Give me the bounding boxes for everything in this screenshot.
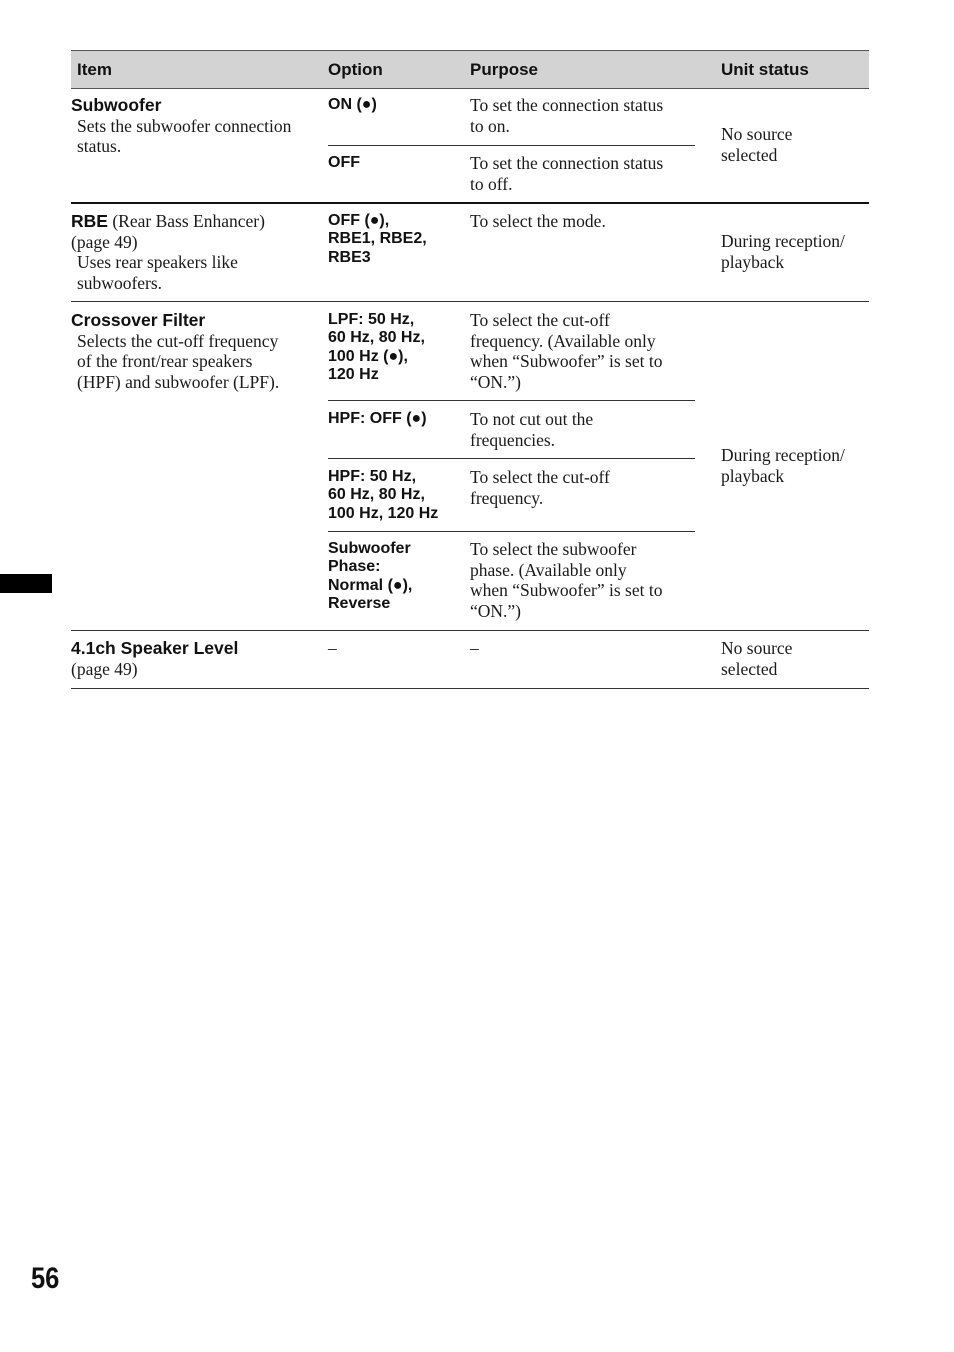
item-title: Subwoofer xyxy=(71,95,162,115)
item-rbe: RBE (Rear Bass Enhancer) (page 49) Uses rear speakers like subwoofers. xyxy=(71,211,321,293)
item-description: Sets the subwoofer connection status. xyxy=(77,115,292,156)
item-subwoofer xyxy=(71,95,321,157)
purpose-rbe: To select the mode. xyxy=(470,211,606,231)
item-description: Selects the cut-off frequency of the front/rear speakers (HPF) and subwoofer (LPF). xyxy=(77,330,280,392)
table-bottom-border xyxy=(71,688,869,689)
page-number: 56 xyxy=(31,1262,60,1295)
option-hpf-off: HPF: OFF (●) xyxy=(328,410,427,427)
row-divider xyxy=(71,202,869,204)
row-divider xyxy=(328,458,695,459)
option-lpf: LPF: 50 Hz, 60 Hz, 80 Hz, 100 Hz (●), 120 Hz xyxy=(328,311,425,383)
option-hpf-values: HPF: 50 Hz, 60 Hz, 80 Hz, 100 Hz, 120 Hz xyxy=(328,468,439,522)
purpose-hpf-values: To select the cut-off frequency. xyxy=(470,467,610,508)
row-divider xyxy=(71,630,869,631)
item-description: Uses rear speakers like subwoofers. xyxy=(77,252,238,293)
item-title: RBE xyxy=(71,211,108,231)
option-off: OFF xyxy=(328,154,360,171)
item-speaker-level xyxy=(71,638,321,679)
row-divider xyxy=(328,145,695,146)
status-subwoofer: No source selected xyxy=(721,124,793,165)
page-ref: (page 49) xyxy=(71,231,138,252)
header-purpose: Purpose xyxy=(470,60,539,79)
purpose-off: To set the connection status to off. xyxy=(470,153,664,194)
row-divider xyxy=(71,301,869,302)
item-title: 4.1ch Speaker Level xyxy=(71,638,239,658)
item-title: Crossover Filter xyxy=(71,310,206,330)
status-speaker-level: No source selected xyxy=(721,638,793,679)
header-unit-status: Unit status xyxy=(721,60,809,79)
purpose-on: To set the connection status to on. xyxy=(470,95,664,136)
purpose-lpf: To select the cut-off frequency. (Available only when “Subwoofer” is set to “ON.”) xyxy=(470,310,663,392)
option-speaker-level: – xyxy=(328,638,337,658)
status-crossover: During reception/ playback xyxy=(721,445,845,486)
row-divider xyxy=(328,400,695,401)
item-crossover-filter xyxy=(71,310,321,392)
table-header xyxy=(71,50,869,89)
section-tab-marker xyxy=(0,574,52,593)
purpose-hpf-off: To not cut out the frequencies. xyxy=(470,409,594,450)
option-rbe: OFF (●), RBE1, RBE2, RBE3 xyxy=(328,212,427,266)
purpose-speaker-level: – xyxy=(470,638,479,658)
row-divider xyxy=(328,531,695,532)
header-item: Item xyxy=(77,60,112,79)
purpose-subwoofer-phase: To select the subwoofer phase. (Available only when “Subwoofer” is set to “ON.”) xyxy=(470,539,663,621)
header-option: Option xyxy=(328,60,383,79)
option-subwoofer-phase: Subwoofer Phase: Normal (●), Reverse xyxy=(328,540,413,612)
status-rbe: During reception/ playback xyxy=(721,231,845,272)
option-on: ON (●) xyxy=(328,96,377,113)
page-ref: (page 49) xyxy=(71,658,138,679)
